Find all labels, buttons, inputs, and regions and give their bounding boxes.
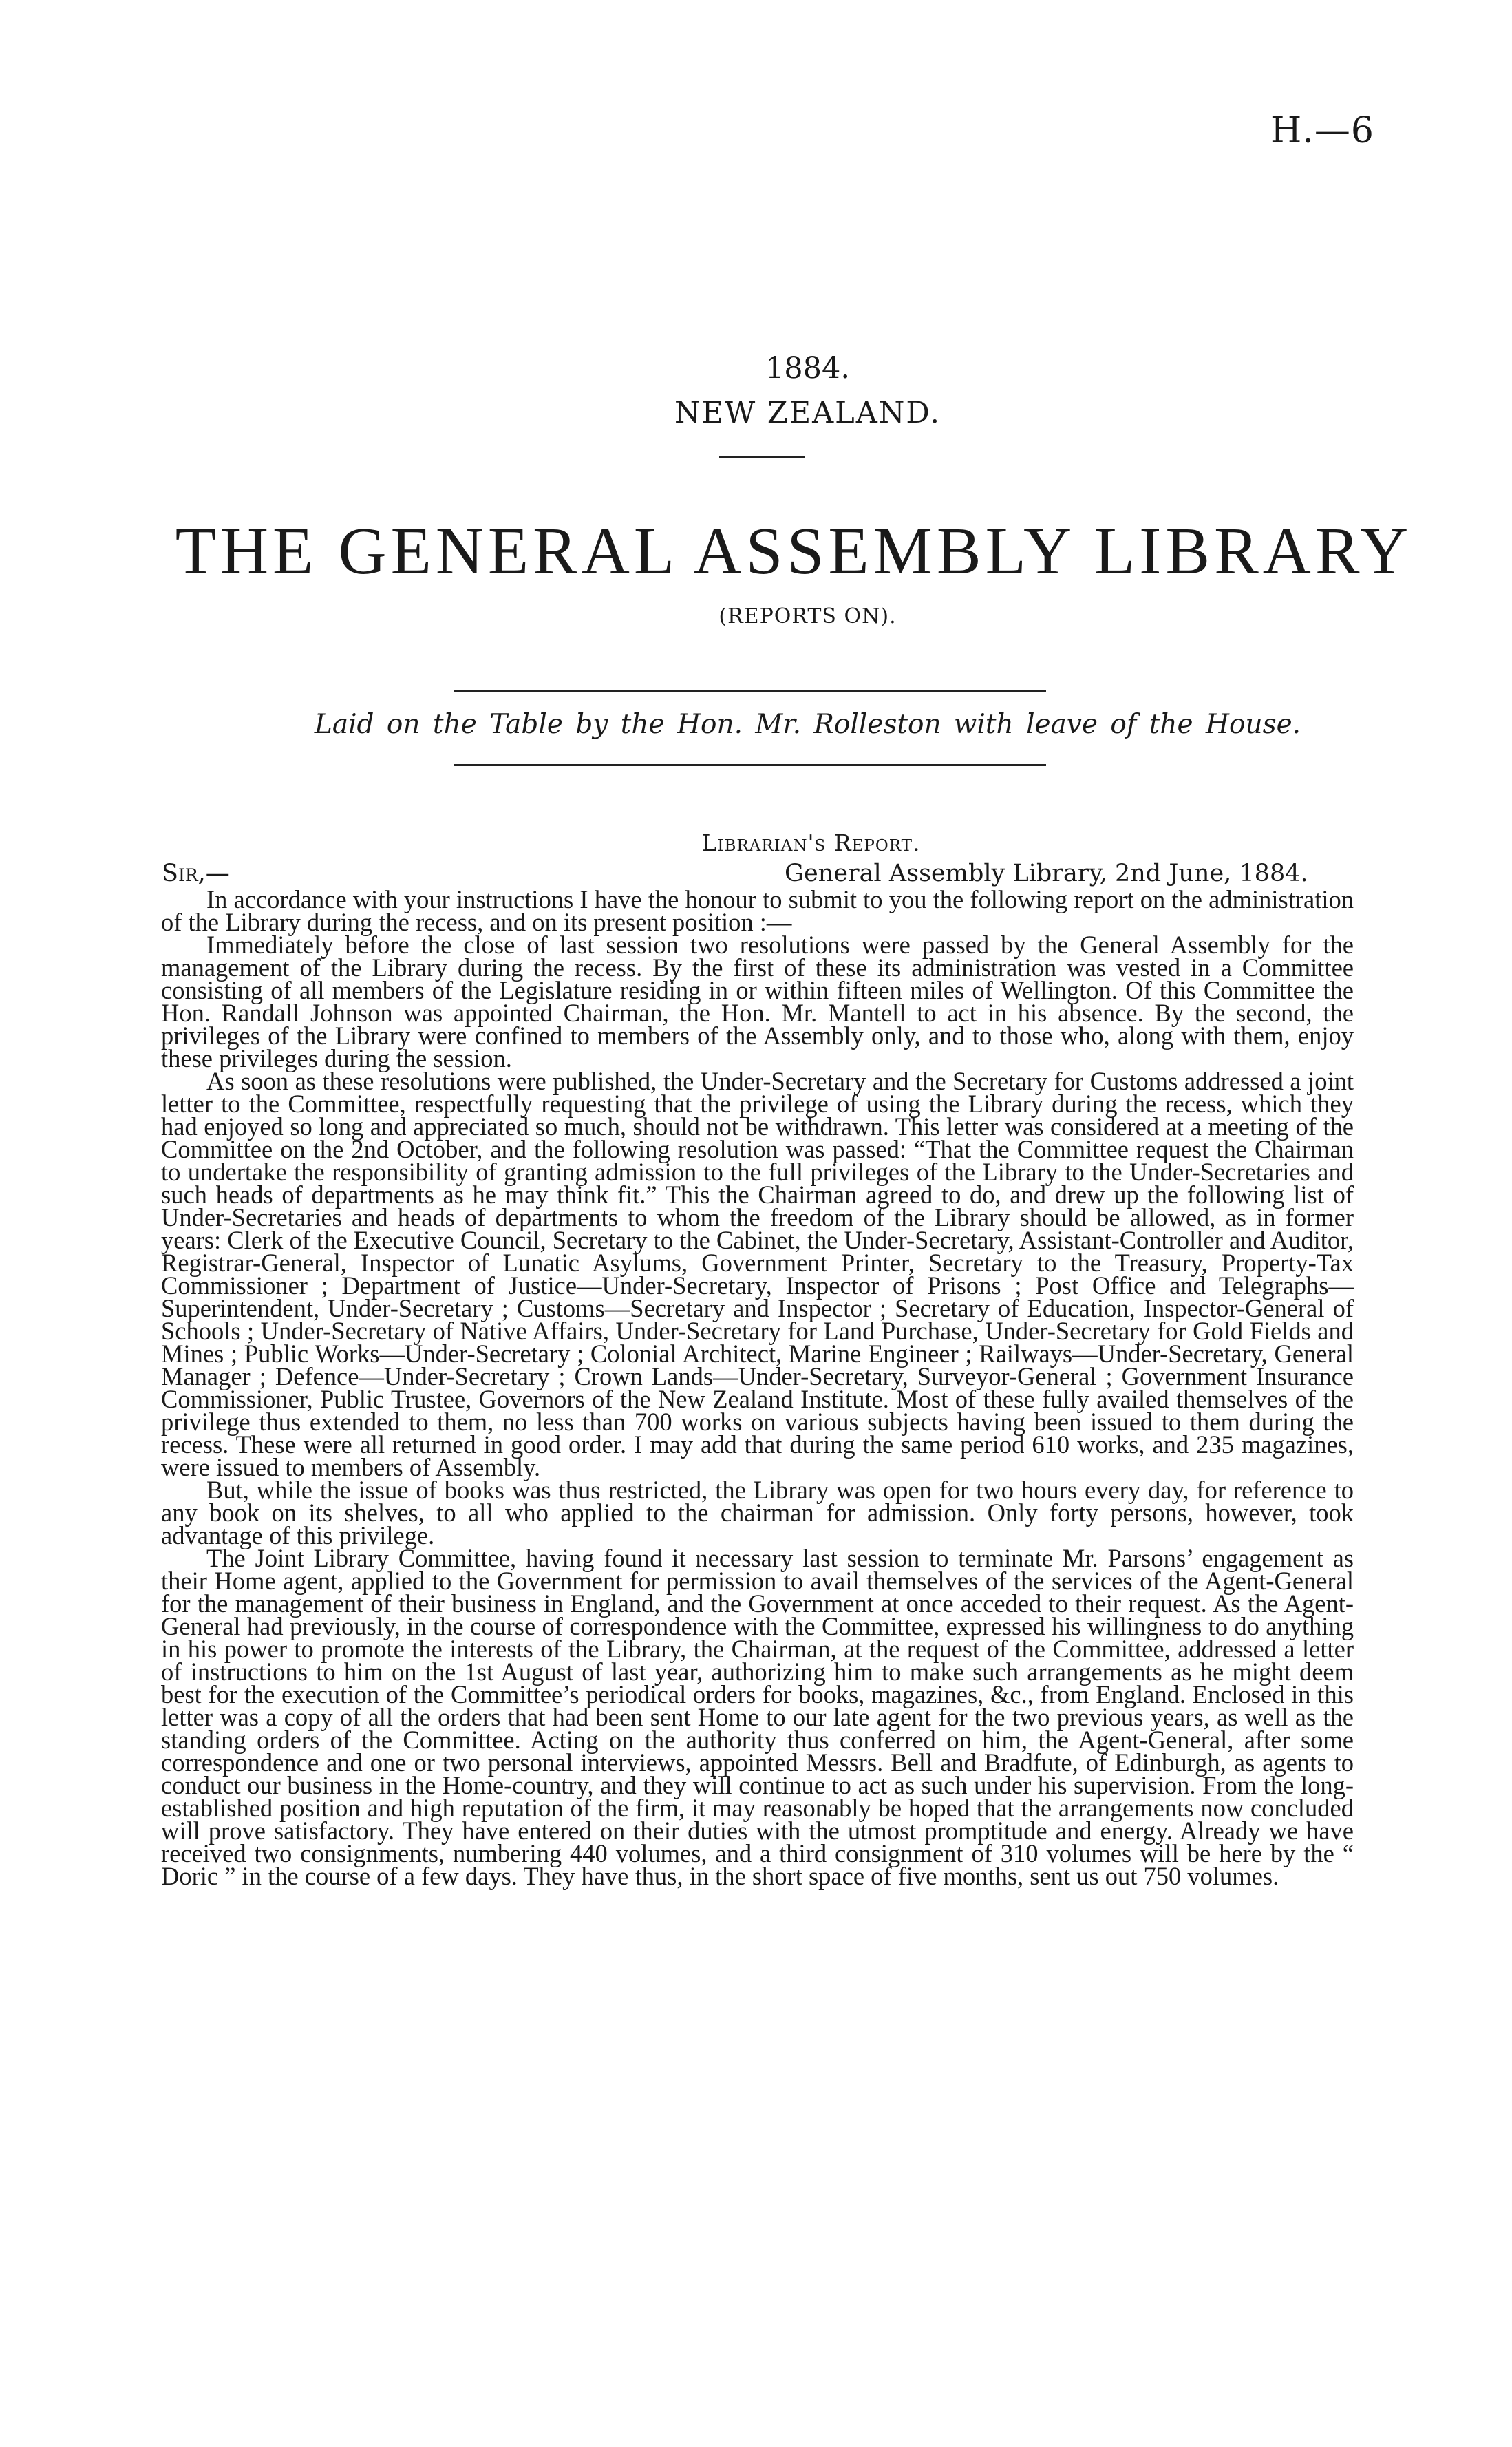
- paragraph: As soon as these resolutions were published, the Under-Secretary and the Secretary for Customs addressed a joint letter to the Committee, respectfully requesting that the privilege of using the Library during the recess, which they had enjoyed so long and appreciated so much, should not be withdrawn. This letter was considered at a meeting of the Committee on the 2nd October, and the following resolution was passed: “That the Committee request the Chairman to undertake the responsibility of granting admission to the full privileges of the Library to the Under-Secretaries and such heads of departments as he may think fit.” This the Chairman agreed to do, and drew up the following list of Under-Secretaries and heads of departments to whom the freedom of the Library should be allowed, as in former years: Clerk of the Executive Council, Secretary to the Cabinet, the Under-Secretary, Assistant-Controller and Auditor, Registrar-General, Inspector of Lunatic Asylums, Government Printer, Secretary to the Treasury, Property-Tax Commissioner ; Department of Justice—Under-Secretary, Inspector of Prisons ; Post Office and Telegraphs—Superintendent, Under-Secretary ; Customs—Secretary and Inspector ; Secretary of Education, Inspector-General of Schools ; Under-Secretary of Native Affairs, Under-Secretary for Land Purchase, Under-Secretary for Gold Fields and Mines ; Public Works—Under-Secretary ; Colonial Architect, Marine Engineer ; Railways—Under-Secretary, General Manager ; Defence—Under-Secretary ; Crown Lands—Under-Secretary, Surveyor-General ; Government Insurance Commissioner, Public Trustee, Governors of the New Zealand Institute. Most of these fully availed themselves of the privilege thus extended to them, no less than 700 works on various subjects having been issued to them during the recess. These were all returned in good order. I may add that during the same period 610 works, and 235 magazines, were issued to members of Assembly.: [161, 1067, 1354, 1481]
- bottom-divider: [454, 764, 1046, 766]
- paragraph: In accordance with your instructions I have the honour to submit to you the following report on the administration of the Library during the recess, and on its present position :—: [161, 885, 1354, 936]
- publication-year: 1884.: [765, 351, 851, 385]
- top-divider: [454, 690, 1046, 692]
- report-body: [161, 885, 1354, 1890]
- salutation: Sir,—: [162, 860, 230, 887]
- section-heading: Librarian's Report.: [701, 829, 921, 856]
- paragraph: The Joint Library Committee, having found it necessary last session to terminate Mr. Parsons’ engagement as their Home agent, applied to the Government for permission to avail themselves of the services of the Agent-General for the management of their business in England, and the Government at once acceded to their request. As the Agent-General had previously, in the course of correspondence with the Committee, expressed his willingness to do anything in his power to promote the interests of the Library, the Chairman, at the request of the Committee, addressed a letter of instructions to him on the 1st August of last year, authorizing him to make such arrangements as he might deem best for the execution of the Committee’s periodical orders for books, magazines, &c., from England. Enclosed in this letter was a copy of all the orders that had been sent Home to our late agent for the two previous years, as well as the standing orders of the Committee. Acting on the authority thus conferred on him, the Agent-General, after some correspondence and one or two personal interviews, appointed Messrs. Bell and Bradfute, of Edinburgh, as agents to conduct our business in the Home-country, and they will continue to act as such under his supervision. From the long-established position and high reputation of the firm, it may reasonably be hoped that the arrangements now concluded will prove satisfactory. They have entered on their duties with the utmost promptitude and energy. Already we have received two consignments, numbering 440 volumes, and a third consignment of 310 volumes will be here by the “ Doric ” in the course of a few days. They have thus, in the short space of five months, sent us out 750 volumes.: [161, 1544, 1354, 1890]
- dateline: General Assembly Library, 2nd June, 1884.: [785, 860, 1308, 887]
- document-subtitle: (REPORTS ON).: [718, 604, 897, 628]
- page-identifier: H.—6: [1270, 110, 1374, 151]
- country-heading: NEW ZEALAND.: [674, 396, 941, 430]
- short-divider: [719, 456, 805, 458]
- paragraph: But, while the issue of books was thus restricted, the Library was open for two hours every day, for reference to any book on its shelves, to all who applied to the chairman for admission. Only forty persons, however, took advantage of this privilege.: [161, 1476, 1354, 1549]
- paragraph: Immediately before the close of last session two resolutions were passed by the General Assembly for the management of the Library during the recess. By the first of these its administration was vested in a Committee consisting of all members of the Legislature residing in or within fifteen miles of Wellington. Of this Committee the Hon. Randall Johnson was appointed Chairman, the Hon. Mr. Mantell to act in his absence. By the second, the privileges of the Library were confined to members of the Assembly only, and to those who, along with them, enjoy these privileges during the session.: [161, 931, 1354, 1072]
- laid-on-table-note: Laid on the Table by the Hon. Mr. Rolleston with leave of the House.: [314, 709, 1301, 740]
- document-title: THE GENERAL ASSEMBLY LIBRARY: [175, 514, 1413, 588]
